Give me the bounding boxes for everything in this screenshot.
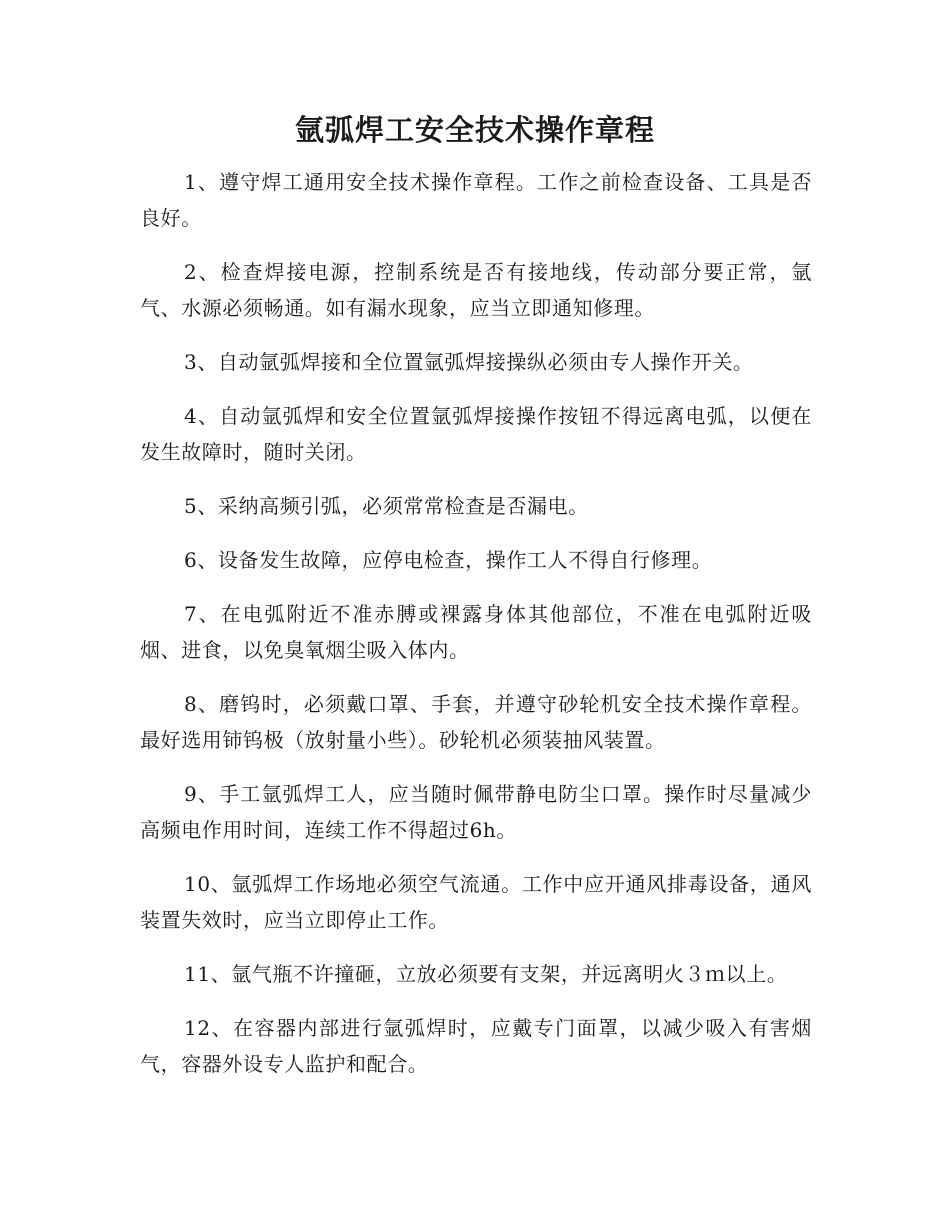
rule-paragraph-4: 4、自动氩弧焊和安全位置氩弧焊接操作按钮不得远离电弧，以便在发生故障时，随时关闭。 xyxy=(140,404,812,464)
rule-paragraph-1: 1、遵守焊工通用安全技术操作章程。工作之前检查设备、工具是否良好。 xyxy=(140,170,812,230)
rule-paragraph-6: 6、设备发生故障，应停电检查，操作工人不得自行修理。 xyxy=(184,548,713,572)
rule-paragraph-8: 8、磨钨时，必须戴口罩、手套，并遵守砂轮机安全技术操作章程。最好选用铈钨极（放射量小些）。砂轮机必须装抽风装置。 xyxy=(140,692,812,752)
rule-paragraph-10: 10、氩弧焊工作场地必须空气流通。工作中应开通风排毒设备，通风装置失效时，应当立即停止工作。 xyxy=(140,872,812,932)
rule-paragraph-11: 11、氩气瓶不许撞砸，立放必须要有支架，并远离明火３ｍ以上。 xyxy=(184,962,788,986)
document-body xyxy=(140,164,812,1100)
document-title: 氩弧焊工安全技术操作章程 xyxy=(294,113,655,147)
rule-paragraph-7: 7、在电弧附近不准赤膊或裸露身体其他部位，不准在电弧附近吸烟、进食，以免臭氧烟尘吸入体内。 xyxy=(140,602,812,662)
rule-paragraph-12: 12、在容器内部进行氩弧焊时，应戴专门面罩，以减少吸入有害烟气，容器外设专人监护和配合。 xyxy=(140,1016,812,1076)
rule-paragraph-5: 5、采纳高频引弧，必须常常检查是否漏电。 xyxy=(184,494,589,518)
rule-paragraph-2: 2、检查焊接电源，控制系统是否有接地线，传动部分要正常，氩气、水源必须畅通。如有漏水现象，应当立即通知修理。 xyxy=(140,260,812,320)
rule-paragraph-3: 3、自动氩弧焊接和全位置氩弧焊接操纵必须由专人操作开关。 xyxy=(184,350,754,374)
rule-paragraph-9: 9、手工氩弧焊工人，应当随时佩带静电防尘口罩。操作时尽量减少高频电作用时间，连续工作不得超过6h。 xyxy=(140,782,812,842)
